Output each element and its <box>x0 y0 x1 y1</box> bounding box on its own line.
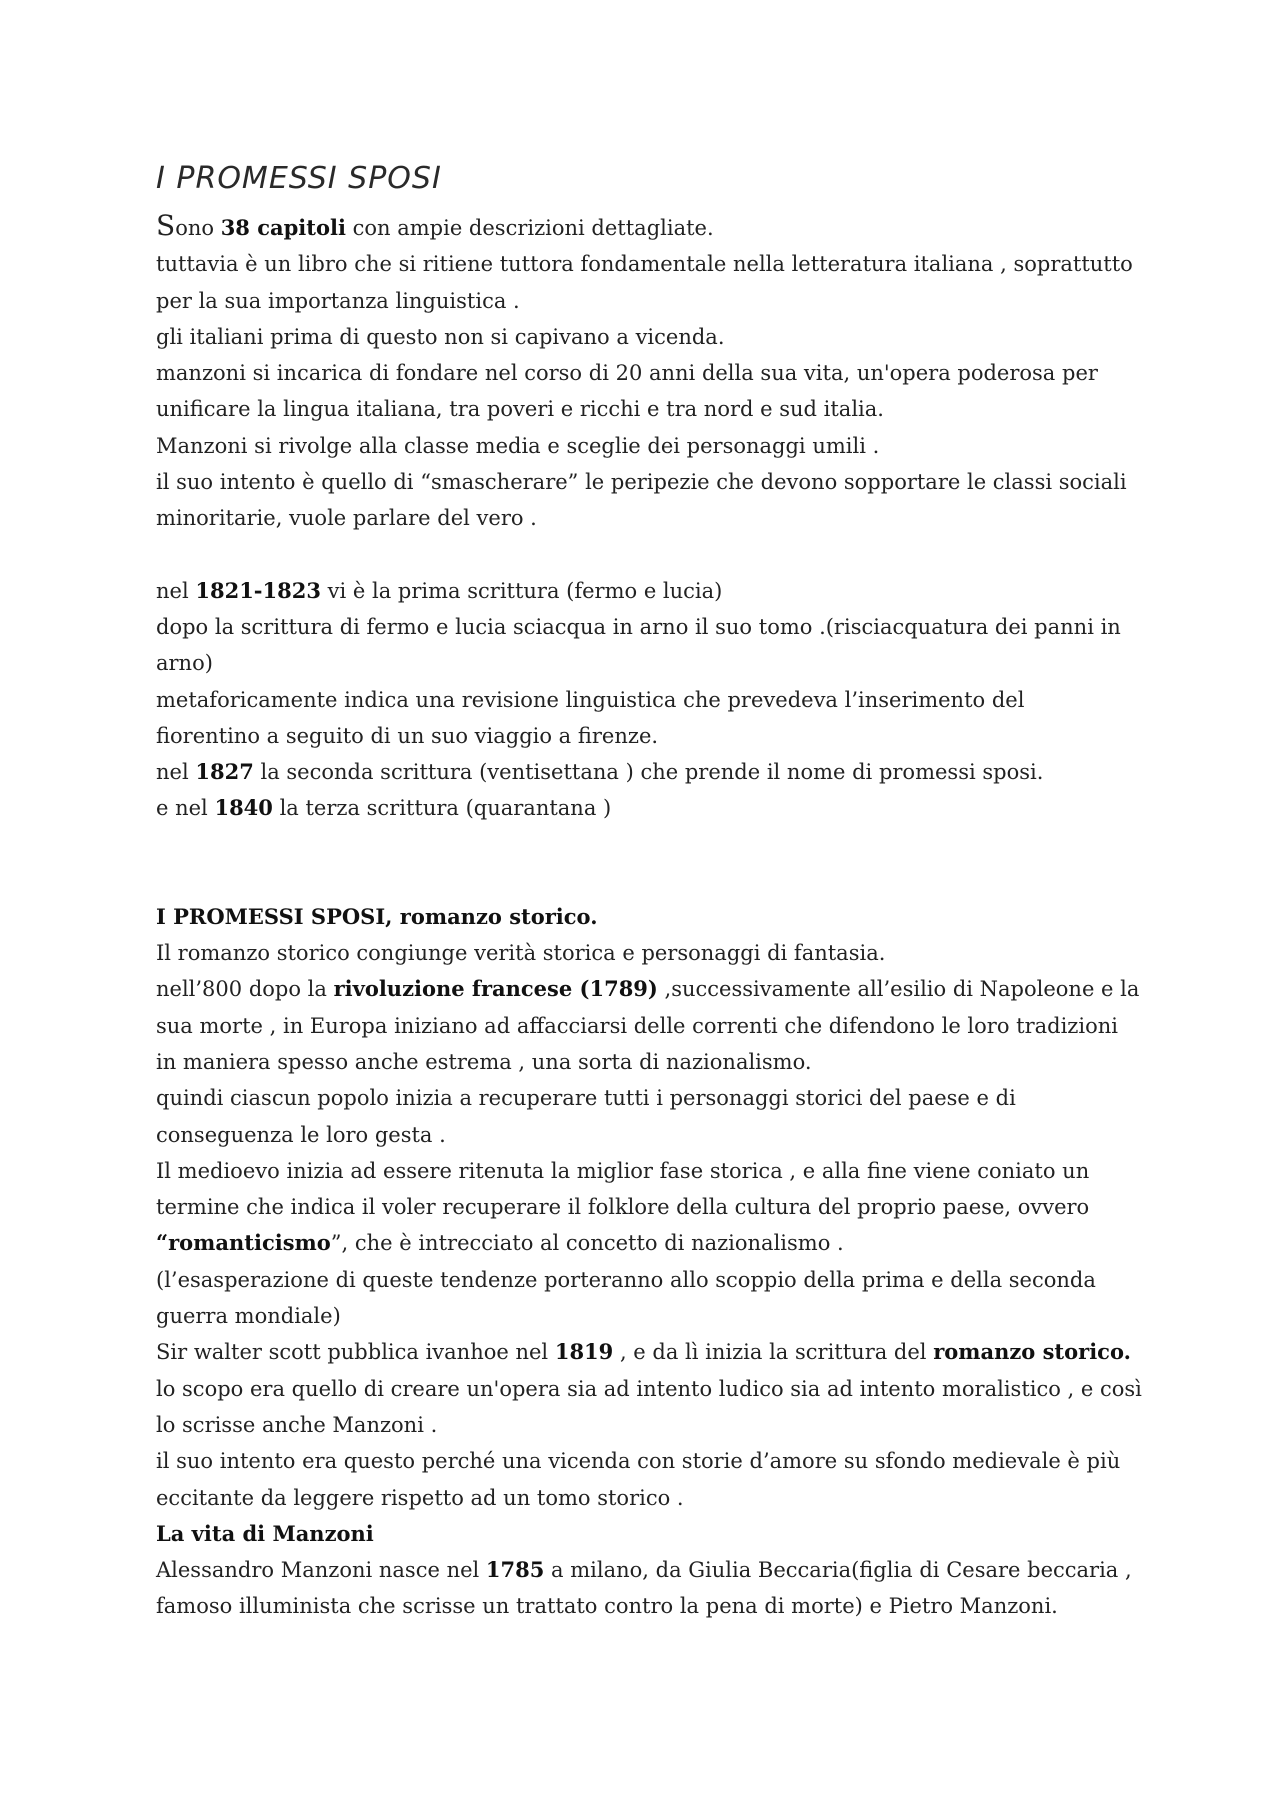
romanzo-line-11: guerra mondiale) <box>156 1304 341 1329</box>
romanzo-line-9: “romanticismo”, che è intrecciato al concetto di nazionalismo . <box>156 1230 844 1256</box>
intro-section <box>156 208 1136 537</box>
intro-line-9: minoritarie, vuole parlare del vero . <box>156 506 537 531</box>
history-section <box>156 573 1136 827</box>
romanzo-line-5: quindi ciascun popolo inizia a recuperare tutti i personaggi storici del paese e di <box>156 1086 1016 1111</box>
romanzo-line-7: Il medioevo inizia ad essere ritenuta la miglior fase storica , e alla fine viene coniato un <box>156 1158 1090 1183</box>
history-line-2: dopo la scrittura di fermo e lucia sciacqua in arno il suo tomo .(risciacquatura dei panni in <box>156 614 1121 639</box>
vita-line-1: Alessandro Manzoni nasce nel 1785 a milano, da Giulia Beccaria(figlia di Cesare beccaria , <box>156 1557 1132 1583</box>
romanzo-line-1: Il romanzo storico congiunge verità storica e personaggi di fantasia. <box>156 941 886 966</box>
romanzo-line-15: il suo intento era questo perché una vicenda con storie d’amore su sfondo medievale è più <box>156 1449 1121 1474</box>
intro-line-5: manzoni si incarica di fondare nel corso di 20 anni della sua vita, un'opera poderosa per <box>156 361 1098 386</box>
romanzo-line-10: (l’esasperazione di queste tendenze porteranno allo scoppio della prima e della seconda <box>156 1267 1096 1292</box>
spacer <box>156 827 1136 899</box>
romanzo-line-14: lo scrisse anche Manzoni . <box>156 1412 438 1437</box>
page-title: I PROMESSI SPOSI <box>156 161 442 196</box>
spacer <box>156 537 1136 573</box>
history-line-3: arno) <box>156 651 213 676</box>
intro-line-1: Sono 38 capitoli con ampie descrizioni dettagliate. <box>156 209 714 242</box>
intro-line-6: unificare la lingua italiana, tra poveri e ricchi e tra nord e sud italia. <box>156 397 884 422</box>
romanzo-line-6: conseguenza le loro gesta . <box>156 1122 446 1147</box>
vita-heading: La vita di Manzoni <box>156 1520 374 1546</box>
vita-section <box>156 1516 1136 1625</box>
intro-line-7: Manzoni si rivolge alla classe media e sceglie dei personaggi umili . <box>156 433 880 458</box>
romanzo-line-8: termine che indica il voler recuperare il folklore della cultura del proprio paese, ovvero <box>156 1195 1090 1220</box>
intro-line-8: il suo intento è quello di “smascherare” le peripezie che devono sopportare le classi sociali <box>156 470 1127 495</box>
intro-line-4: gli italiani prima di questo non si capivano a vicenda. <box>156 324 725 349</box>
romanzo-line-13: lo scopo era quello di creare un'opera sia ad intento ludico sia ad intento moralistico , e così <box>156 1376 1142 1401</box>
history-line-4: metaforicamente indica una revisione linguistica che prevedeva l’inserimento del <box>156 687 1025 712</box>
romanzo-line-2: nell’800 dopo la rivoluzione francese (1789) ,successivamente all’esilio di Napoleone e la <box>156 976 1140 1002</box>
history-line-7: e nel 1840 la terza scrittura (quarantana ) <box>156 795 612 821</box>
dropcap: S <box>156 209 176 242</box>
romanzo-heading: I PROMESSI SPOSI, romanzo storico. <box>156 903 598 929</box>
vita-line-2: famoso illuminista che scrisse un trattato contro la pena di morte) e Pietro Manzoni. <box>156 1594 1058 1619</box>
romanzo-line-12: Sir walter scott pubblica ivanhoe nel 1819 , e da lì inizia la scrittura del romanzo storico. <box>156 1339 1131 1365</box>
intro-line-3: per la sua importanza linguistica . <box>156 288 520 313</box>
history-line-5: fiorentino a seguito di un suo viaggio a firenze. <box>156 723 659 748</box>
romanzo-line-3: sua morte , in Europa iniziano ad affacciarsi delle correnti che difendono le loro tradizioni <box>156 1013 1118 1038</box>
romanzo-line-4: in maniera spesso anche estrema , una sorta di nazionalismo. <box>156 1049 812 1074</box>
history-line-1: nel 1821-1823 vi è la prima scrittura (fermo e lucia) <box>156 577 723 603</box>
romanzo-section <box>156 899 1142 1516</box>
history-line-6: nel 1827 la seconda scrittura (ventisettana ) che prende il nome di promessi sposi. <box>156 759 1044 785</box>
intro-line-2: tuttavia è un libro che si ritiene tuttora fondamentale nella letteratura italiana , soprattutto <box>156 252 1133 277</box>
romanzo-line-16: eccitante da leggere rispetto ad un tomo storico . <box>156 1485 684 1510</box>
document-page <box>156 160 1142 1625</box>
